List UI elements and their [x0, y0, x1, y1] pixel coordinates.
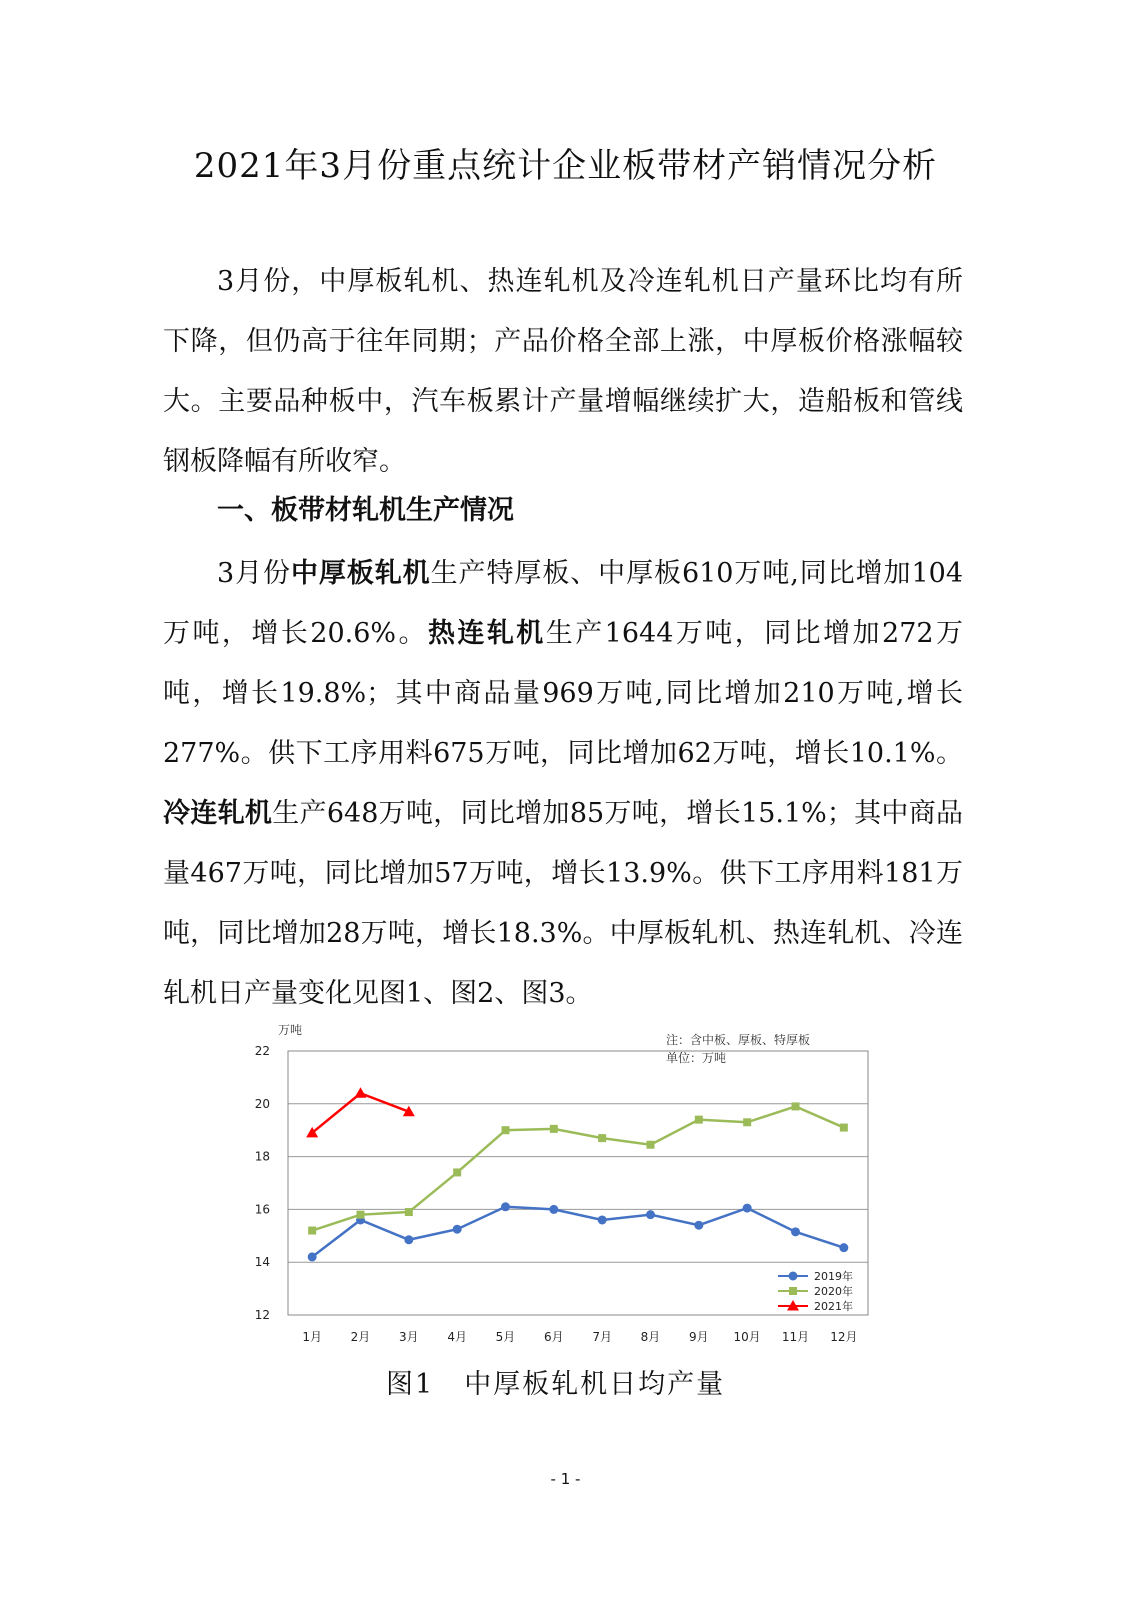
text-run: 生产648万吨，同比增加85万吨，增长15.1%；其中商品量467万吨，同比增加57万吨，增长13.9%。供下工序用料181万吨，同比增加28万吨，增长18.3%。中厚板轧机、热连轧机、冷连轧机日产量变化见图1、图2、图3。 — [163, 798, 964, 1009]
data-point — [357, 1211, 365, 1219]
x-tick-label: 7月 — [592, 1330, 612, 1344]
figure-title: 中厚板轧机日均产量 — [464, 1369, 726, 1400]
data-point — [502, 1126, 510, 1134]
series-line — [312, 1106, 844, 1230]
y-tick-label: 20 — [254, 1096, 270, 1111]
series-line — [312, 1093, 409, 1133]
data-point — [404, 1235, 413, 1244]
x-tick-label: 8月 — [640, 1330, 661, 1344]
x-tick-label: 6月 — [544, 1330, 564, 1344]
data-point — [550, 1125, 558, 1133]
data-point — [598, 1215, 607, 1224]
data-point — [308, 1227, 316, 1235]
legend-marker — [789, 1287, 797, 1295]
legend-label: 2021年 — [814, 1300, 853, 1313]
y-tick-label: 14 — [254, 1255, 270, 1270]
x-tick-label: 5月 — [495, 1330, 516, 1344]
series-2021年 — [306, 1087, 415, 1137]
x-tick-label: 11月 — [781, 1330, 810, 1344]
series-2019年 — [308, 1202, 849, 1261]
data-point — [405, 1208, 413, 1216]
y-tick-label: 18 — [254, 1149, 270, 1164]
y-tick-label: 16 — [254, 1202, 270, 1217]
data-point — [791, 1227, 800, 1236]
section-heading: 一、板带材轧机生产情况 — [217, 495, 514, 526]
x-tick-label: 4月 — [447, 1330, 467, 1344]
data-point — [453, 1225, 462, 1234]
data-point — [453, 1168, 461, 1176]
data-point — [598, 1134, 606, 1142]
daily-output-chart — [230, 1018, 890, 1353]
data-point — [840, 1124, 848, 1132]
data-point — [695, 1116, 703, 1124]
data-point — [549, 1205, 558, 1214]
text-run: 3月份 — [217, 558, 291, 589]
data-point — [743, 1204, 752, 1213]
intro-paragraph: 3月份，中厚板轧机、热连轧机及冷连轧机日产量环比均有所下降，但仍高于往年同期；产品价格全部上涨，中厚板价格涨幅较大。主要品种板中，汽车板累计产量增幅继续扩大，造船板和管线钢板降幅有所收窄。 — [163, 266, 963, 477]
y-axis-ticks — [255, 1044, 270, 1322]
y-tick-label: 22 — [254, 1044, 270, 1058]
chart-unit-note: 单位：万吨 — [666, 1051, 727, 1065]
chart-legend — [778, 1269, 853, 1313]
chart-note: 注：含中板、厚板、特厚板 — [666, 1033, 811, 1047]
legend-label: 2020年 — [814, 1285, 853, 1298]
text-run: 生产特厚板、中厚板610万吨,同比增加104万吨，增长20.6%。 — [163, 558, 964, 649]
x-tick-label: 2月 — [350, 1330, 371, 1344]
bold-term: 冷连轧机 — [163, 798, 273, 829]
y-axis-unit: 万吨 — [278, 1023, 303, 1037]
data-point — [501, 1202, 510, 1211]
data-point — [647, 1141, 655, 1149]
data-point — [839, 1243, 848, 1252]
document-title: 2021年3月份重点统计企业板带材产销情况分析 — [193, 146, 938, 186]
bold-term: 热连轧机 — [427, 618, 546, 649]
bold-term: 中厚板轧机 — [290, 558, 431, 589]
series-line — [312, 1207, 844, 1257]
x-axis-ticks — [302, 1330, 857, 1344]
x-tick-label: 9月 — [689, 1330, 709, 1344]
data-point — [308, 1252, 317, 1261]
x-tick-label: 10月 — [733, 1330, 761, 1344]
y-tick-label: 12 — [254, 1308, 270, 1322]
data-point — [355, 1087, 367, 1098]
data-point — [646, 1210, 655, 1219]
x-tick-label: 3月 — [399, 1330, 419, 1344]
text-run: 生产1644万吨，同比增加272万吨，增长19.8%；其中商品量969万吨,同比增加210万吨,增长277%。供下工序用料675万吨，同比增加62万吨，增长10.1%。 — [163, 618, 963, 769]
x-tick-label: 12月 — [830, 1330, 858, 1344]
figure-caption — [386, 1362, 755, 1401]
data-point — [743, 1118, 751, 1126]
chart-series — [306, 1087, 848, 1261]
data-point — [694, 1221, 703, 1230]
figure-number: 图1 — [386, 1369, 435, 1400]
page-number: - 1 - — [550, 1470, 581, 1488]
data-point — [792, 1102, 800, 1110]
legend-label: 2019年 — [814, 1270, 853, 1283]
legend-marker — [789, 1272, 798, 1281]
chart-grid — [288, 1104, 868, 1262]
section-paragraph — [163, 544, 963, 1024]
x-tick-label: 1月 — [302, 1330, 322, 1344]
